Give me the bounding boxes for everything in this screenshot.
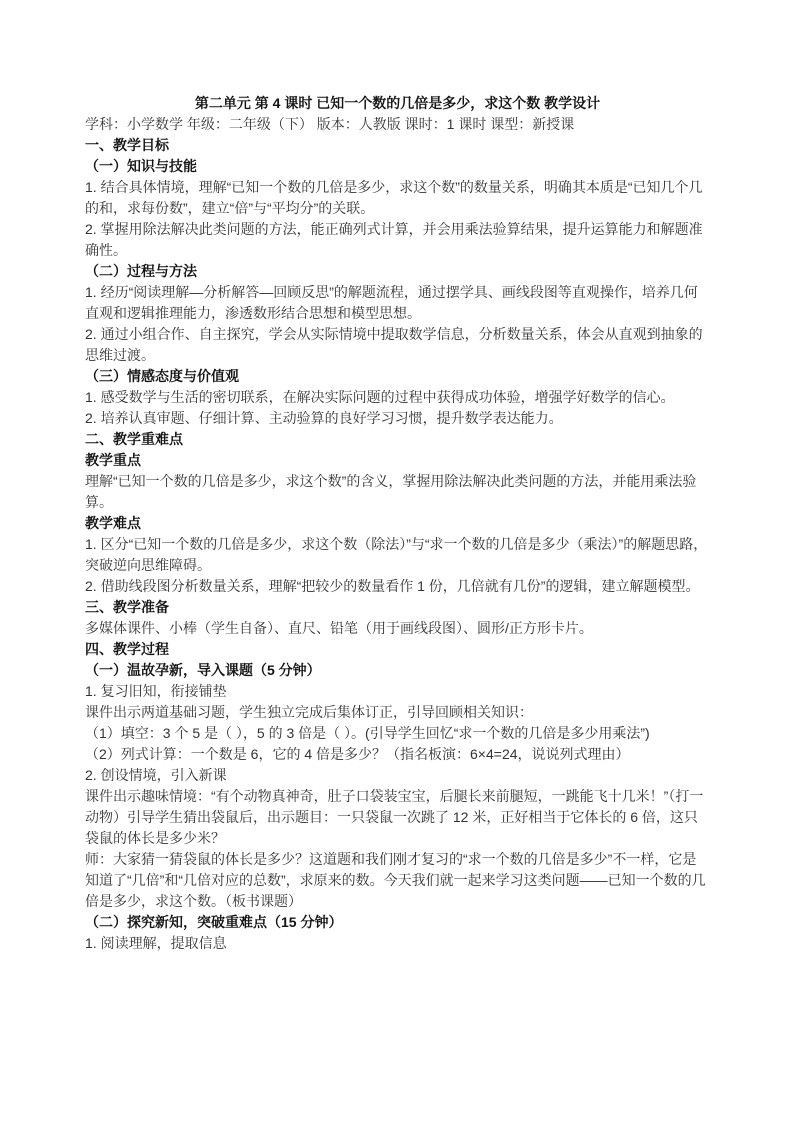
doc-paragraph: 2. 通过小组合作、自主探究，学会从实际情境中提取数学信息，分析数量关系，体会从直观到抽象的思维过渡。 bbox=[85, 326, 703, 363]
doc-paragraph: （1）填空：3 个 5 是（ ），5 的 3 倍是（ ）。(引导学生回忆“求一个数的几倍是多少用乘法”) bbox=[85, 725, 650, 741]
doc-paragraph: 1. 感受数学与生活的密切联系，在解决实际问题的过程中获得成功体验，增强学好数学的信心。 bbox=[85, 389, 675, 405]
doc-paragraph: 2. 培养认真审题、仔细计算、主动验算的良好学习习惯，提升数学表达能力。 bbox=[85, 410, 563, 426]
section-heading: 四、教学过程 bbox=[85, 641, 169, 657]
doc-paragraph: 课件出示趣味情境：“有个动物真神奇，肚子口袋装宝宝，后腿长来前腿短，一跳能飞十几米！”（打一动物）引导学生猜出袋鼠后，出示题目：一只袋鼠一次跳了 12 米，正好相当于它体长的 6 倍，这只袋鼠的体长是多少米？ bbox=[85, 788, 704, 846]
doc-paragraph: 2. 掌握用除法解决此类问题的方法，能正确列式计算，并会用乘法验算结果，提升运算能力和解题准确性。 bbox=[85, 221, 703, 258]
section-heading: （二）探究新知，突破重难点（15 分钟） bbox=[85, 914, 343, 930]
section-heading: （一）知识与技能 bbox=[85, 158, 197, 174]
doc-paragraph: 学科：小学数学 年级：二年级（下） 版本：人教版 课时：1 课时 课型：新授课 bbox=[85, 116, 575, 132]
section-heading: 教学难点 bbox=[85, 515, 141, 531]
doc-paragraph: 理解“已知一个数的几倍是多少，求这个数”的含义，掌握用除法解决此类问题的方法，并能用乘法验算。 bbox=[85, 473, 697, 510]
doc-title: 第二单元 第 4 课时 已知一个数的几倍是多少，求这个数 教学设计 bbox=[194, 95, 601, 111]
section-heading: 一、教学目标 bbox=[85, 137, 169, 153]
doc-paragraph: 2. 借助线段图分析数量关系，理解“把较少的数量看作 1 份，几倍就有几份”的逻辑，建立解题模型。 bbox=[85, 578, 700, 594]
doc-paragraph: 1. 区分“已知一个数的几倍是多少，求这个数（除法）”与“求一个数的几倍是多少（乘法）”的解题思路，突破逆向思维障碍。 bbox=[85, 536, 708, 573]
doc-paragraph: 1. 阅读理解，提取信息 bbox=[85, 935, 227, 951]
section-heading: （二）过程与方法 bbox=[85, 263, 197, 279]
section-heading: 二、教学重难点 bbox=[85, 431, 183, 447]
doc-paragraph: 课件出示两道基础习题，学生独立完成后集体订正，引导回顾相关知识： bbox=[85, 704, 533, 720]
section-heading: 教学重点 bbox=[85, 452, 141, 468]
doc-paragraph: 1. 复习旧知，衔接铺垫 bbox=[85, 683, 227, 699]
doc-paragraph: 1. 结合具体情境，理解“已知一个数的几倍是多少，求这个数”的数量关系，明确其本质是“已知几个几的和，求每份数”，建立“倍”与“平均分”的关联。 bbox=[85, 179, 703, 216]
section-heading: （三）情感态度与价值观 bbox=[85, 368, 239, 384]
doc-paragraph: 多媒体课件、小棒（学生自备）、直尺、铅笔（用于画线段图）、圆形/正方形卡片。 bbox=[85, 620, 593, 636]
doc-paragraph: （2）列式计算：一个数是 6，它的 4 倍是多少？（指名板演：6×4=24，说说列式理由） bbox=[85, 746, 630, 762]
doc-paragraph: 2. 创设情境，引入新课 bbox=[85, 767, 227, 783]
section-heading: 三、教学准备 bbox=[85, 599, 169, 615]
document-content bbox=[85, 93, 710, 954]
doc-paragraph: 师：大家猜一猜袋鼠的体长是多少？这道题和我们刚才复习的“求一个数的几倍是多少”不一样，它是知道了“几倍”和“几倍对应的总数”，求原来的数。今天我们就一起来学习这类问题——已知一个数的几倍是多少，求这个数。（板书课题） bbox=[85, 851, 706, 909]
section-heading: （一）温故孕新，导入课题（5 分钟） bbox=[85, 662, 321, 678]
doc-paragraph: 1. 经历“阅读理解—分析解答—回顾反思”的解题流程，通过摆学具、画线段图等直观操作，培养几何直观和逻辑推理能力，渗透数形结合思想和模型思想。 bbox=[85, 284, 698, 321]
